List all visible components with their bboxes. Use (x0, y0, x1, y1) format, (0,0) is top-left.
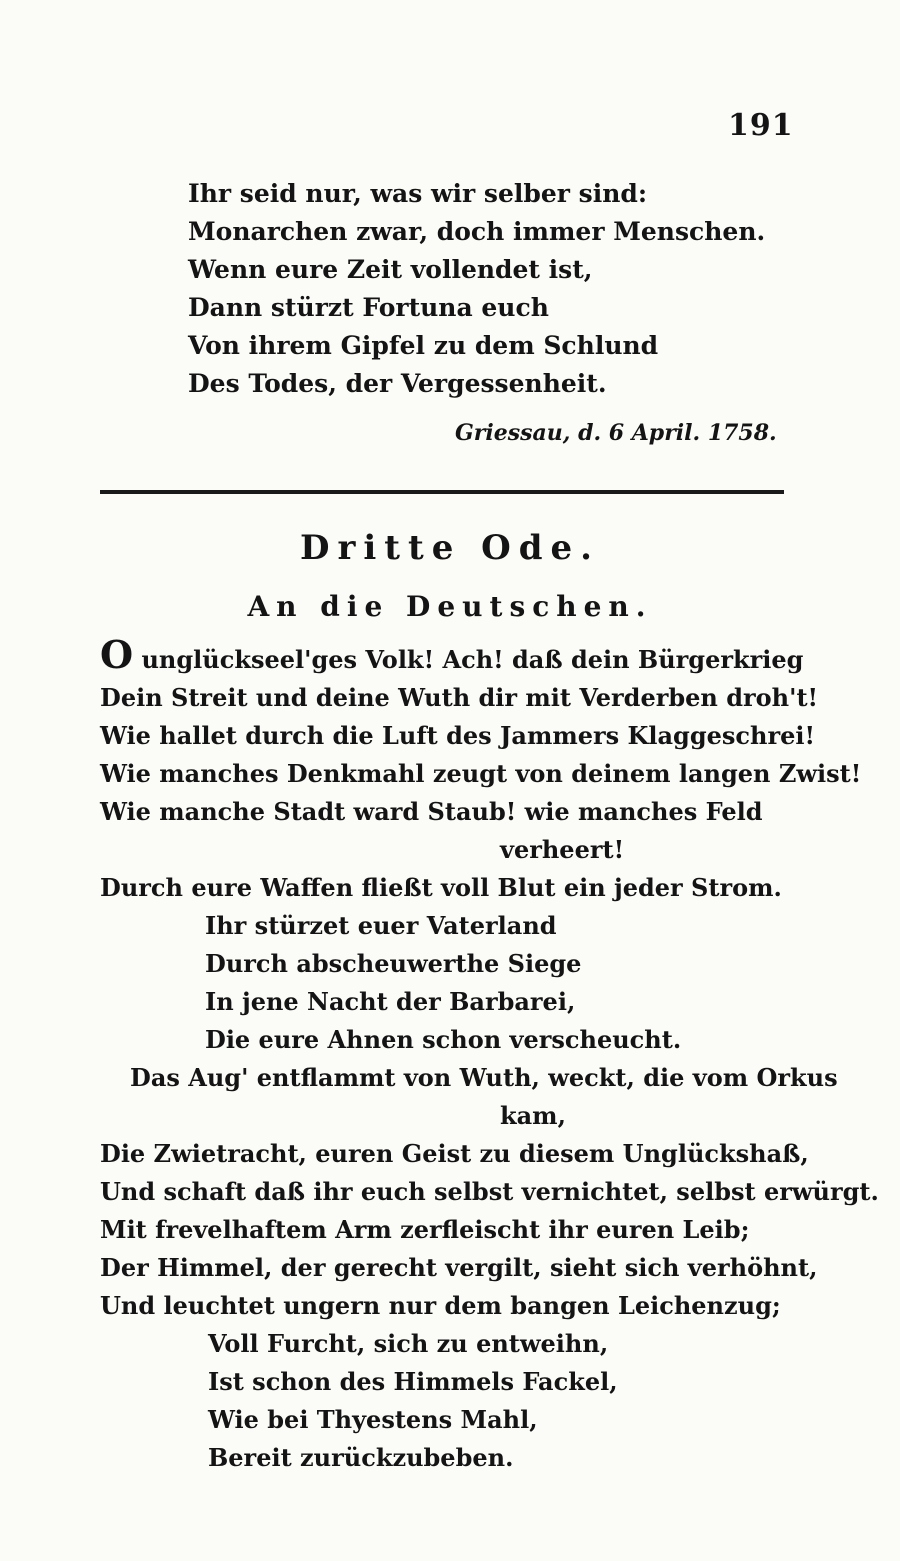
poem-line: Ihr stürzet euer Vaterland (205, 911, 557, 940)
poem-line: Wie manche Stadt ward Staub! wie manches Feld (100, 797, 763, 826)
ode-subtitle: An die Deutschen. (247, 590, 653, 623)
poem-line: Durch eure Waffen fließt voll Blut ein jeder Strom. (100, 873, 782, 902)
ode-body (100, 632, 879, 1477)
poem-line: Ihr seid nur, was wir selber sind: (188, 179, 648, 208)
poem-line: Monarchen zwar, doch immer Menschen. (188, 217, 766, 246)
poem-stanza-closing (188, 175, 765, 403)
poem-line: Bereit zurückzubeben. (208, 1443, 514, 1472)
page-number: 191 (728, 108, 794, 143)
poem-line: Die Zwietracht, euren Geist zu diesem Unglückshaß, (100, 1139, 809, 1168)
section-divider (100, 490, 784, 494)
place-date: Griessau, d. 6 April. 1758. (455, 420, 777, 446)
poem-line: Der Himmel, der gerecht vergilt, sieht sich verhöhnt, (100, 1253, 818, 1282)
poem-line: Des Todes, der Vergessenheit. (188, 369, 607, 398)
poem-line: Durch abscheuwerthe Siege (205, 949, 582, 978)
poem-line: Wenn eure Zeit vollendet ist, (188, 255, 593, 284)
poem-line-continuation: kam, (500, 1101, 566, 1130)
poem-line: Und schaft daß ihr euch selbst vernichtet, selbst erwürgt. (100, 1177, 879, 1206)
poem-line (100, 632, 804, 679)
poem-line: Wie hallet durch die Luft des Jammers Klaggeschrei! (100, 721, 816, 750)
drop-initial: O (100, 632, 134, 677)
poem-line: Dein Streit und deine Wuth dir mit Verderben droh't! (100, 683, 819, 712)
poem-line: Mit frevelhaftem Arm zerfleischt ihr euren Leib; (100, 1215, 750, 1244)
poem-line: Wie bei Thyestens Mahl, (208, 1405, 538, 1434)
poem-line: Und leuchtet ungern nur dem bangen Leichenzug; (100, 1291, 781, 1320)
poem-line: Von ihrem Gipfel zu dem Schlund (188, 331, 659, 360)
poem-line: In jene Nacht der Barbarei, (205, 987, 576, 1016)
poem-line: Ist schon des Himmels Fackel, (208, 1367, 618, 1396)
poem-line: Wie manches Denkmahl zeugt von deinem langen Zwist! (100, 759, 862, 788)
poem-line: Dann stürzt Fortuna euch (188, 293, 549, 322)
poem-line: Die eure Ahnen schon verscheucht. (205, 1025, 682, 1054)
poem-line-text: unglückseel'ges Volk! Ach! daß dein Bürgerkrieg (141, 645, 804, 674)
poem-line: Das Aug' entflammt von Wuth, weckt, die vom Orkus (130, 1063, 838, 1092)
poem-line: Voll Furcht, sich zu entweihn, (208, 1329, 609, 1358)
poem-line-continuation: verheert! (500, 835, 625, 864)
ode-title: Dritte Ode. (299, 528, 601, 568)
